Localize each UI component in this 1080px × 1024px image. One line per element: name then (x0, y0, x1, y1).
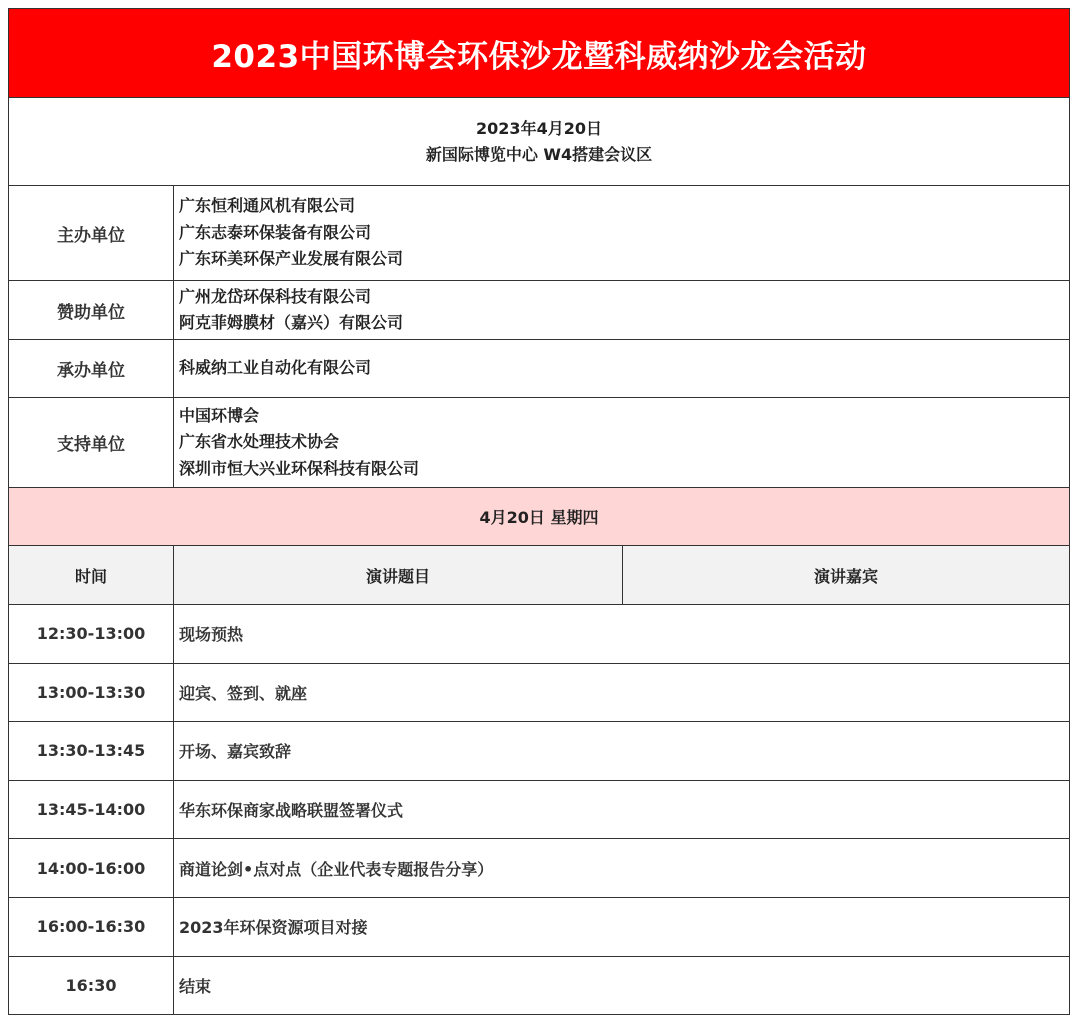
org-row-organizer (9, 340, 1069, 398)
org-label: 主办单位 (9, 186, 174, 280)
org-item: 广东恒利通风机有限公司 (179, 196, 356, 216)
schedule-header (9, 546, 1069, 605)
title-banner (9, 9, 1069, 98)
schedule-topic: 华东环保商家战略联盟签署仪式 (179, 801, 404, 821)
event-schedule-table (8, 8, 1070, 1015)
schedule-time: 13:30-13:45 (9, 722, 174, 780)
schedule-topic: 现场预热 (179, 625, 244, 645)
header-speaker: 演讲嘉宾 (813, 566, 878, 586)
org-item: 深圳市恒大兴业环保科技有限公司 (179, 458, 420, 478)
day-banner (9, 488, 1069, 546)
org-item: 阿克菲姆膜材（嘉兴）有限公司 (179, 313, 404, 332)
org-item: 广州龙岱环保科技有限公司 (179, 286, 372, 306)
schedule-time: 13:00-13:30 (9, 664, 174, 722)
event-date: 2023年4月20日 (476, 118, 602, 138)
event-info (9, 98, 1069, 186)
schedule-topic: 结束 (179, 976, 212, 996)
org-item: 科威纳工业自动化有限公司 (179, 358, 372, 378)
org-label: 承办单位 (9, 340, 174, 397)
event-venue: 新国际博览中心 W4搭建会议区 (425, 144, 653, 164)
day-label: 4月20日 星期四 (479, 508, 599, 527)
schedule-row (9, 664, 1069, 723)
schedule-row (9, 839, 1069, 898)
schedule-topic: 开场、嘉宾致辞 (179, 742, 292, 762)
schedule-time: 13:45-14:00 (9, 781, 174, 839)
header-topic: 演讲题目 (174, 546, 623, 604)
schedule-row (9, 605, 1069, 664)
schedule-time: 16:30 (9, 957, 174, 1015)
schedule-topic: 迎宾、签到、就座 (179, 683, 308, 703)
schedule-time: 16:00-16:30 (9, 898, 174, 956)
org-item: 中国环博会 (179, 405, 260, 425)
org-row-host (9, 186, 1069, 281)
schedule-row (9, 722, 1069, 781)
header-time: 时间 (9, 546, 174, 604)
org-label: 支持单位 (9, 398, 174, 487)
org-row-sponsor (9, 281, 1069, 340)
schedule-row (9, 898, 1069, 957)
org-row-support (9, 398, 1069, 488)
page-title: 2023中国环博会环保沙龙暨科威纳沙龙会活动 (211, 38, 867, 75)
org-label: 赞助单位 (9, 281, 174, 339)
schedule-time: 12:30-13:00 (9, 605, 174, 663)
schedule-topic: 2023年环保资源项目对接 (179, 918, 368, 938)
schedule-time: 14:00-16:00 (9, 839, 174, 897)
org-item: 广东志泰环保装备有限公司 (179, 222, 372, 242)
schedule-row (9, 957, 1069, 1016)
org-item: 广东省水处理技术协会 (179, 432, 340, 452)
org-item: 广东环美环保产业发展有限公司 (179, 249, 404, 269)
schedule-row (9, 781, 1069, 840)
schedule-topic: 商道论剑•点对点（企业代表专题报告分享） (179, 859, 494, 879)
